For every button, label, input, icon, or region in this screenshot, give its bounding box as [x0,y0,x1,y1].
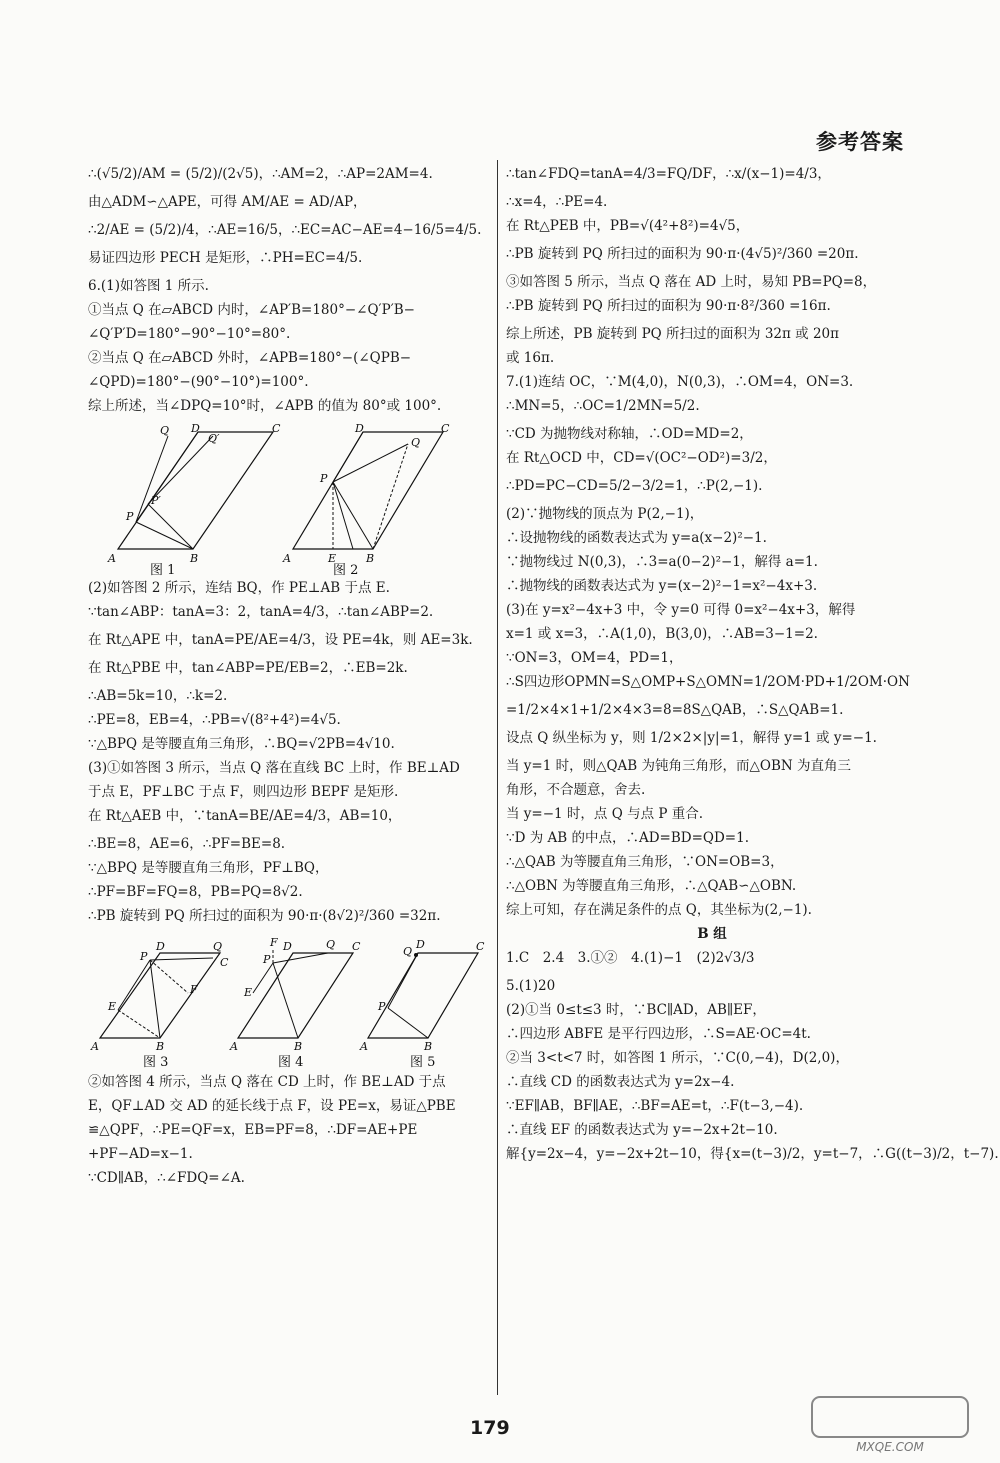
svg-text:C: C [476,940,485,953]
text-line: ②当点 Q 在▱ABCD 外时，∠APB=180°−(∠QPB− [88,350,412,366]
text-line: ∴直线 EF 的函数表达式为 y=−2x+2t−10. [506,1122,778,1138]
text-line: ∵△BPQ 是等腰直角三角形，∴BQ=√2PB=4√10. [88,736,395,752]
text-line: 7.(1)连结 OC，∵M(4,0)，N(0,3)，∴OM=4，ON=3. [506,374,854,390]
svg-text:P: P [320,472,328,485]
figure-4 [228,936,361,1070]
text-line: 由△ADM∽△APE，可得 AM/AE = AD/AP， [88,194,367,210]
text-line: (2)①当 0≤t≤3 时，∵BC∥AD，AB∥EF， [506,1002,766,1018]
text-line: 在 Rt△OCD 中，CD=√(OC²−OD²)=3/2， [506,450,777,466]
text-line: ∴直线 CD 的函数表达式为 y=2x−4. [506,1074,735,1090]
text-line: ∵tan∠ABP：tanA=3：2，tanA=4/3，∴tan∠ABP=2. [88,604,434,620]
svg-text:D: D [355,422,364,435]
right-column [506,166,999,1176]
svg-text:C: C [220,956,229,969]
svg-text:C: C [352,940,361,953]
svg-text:E: E [108,1000,117,1013]
text-line: ∠Q′P′D=180°−90°−10°=80°. [88,326,291,342]
svg-text:Q: Q [213,940,223,953]
text-line: ∴BE=8，AE=6，∴PF=BE=8. [88,836,286,852]
figures-1-2 [88,422,488,578]
text-line: ∴四边形 ABFE 是平行四边形，∴S=AE·OC=4t. [506,1026,811,1042]
text-line: x=1 或 x=3，∴A(1,0)，B(3,0)，∴AB=3−1=2. [506,626,818,642]
svg-text:A: A [283,552,291,565]
svg-text:P: P [263,953,271,966]
text-line: ∴PB 旋转到 PQ 所扫过的面积为 90·π·(8√2)²/360 =32π. [88,908,441,924]
text-line: ∠QPD)=180°−(90°−10°)=100°. [88,374,309,390]
figure-5-caption: 图 5 [410,1055,436,1070]
svg-text:Q: Q [411,436,421,449]
text-line: ∴△OBN 为等腰直角三角形，∴△QAB∽△OBN. [506,878,797,894]
svg-text:A: A [360,1040,368,1053]
svg-text:D: D [416,938,425,951]
text-line: 在 Rt△APE 中，tanA=PE/AE=4/3，设 PE=4k，则 AE=3k. [88,632,473,648]
svg-text:B: B [190,552,199,565]
figure-4-caption: 图 4 [278,1055,304,1070]
svg-text:P: P [126,510,134,523]
text-line: 在 Rt△PEB 中，PB=√(4²+8²)=4√5， [506,218,750,234]
text-line: 1.C 2.4 3.①② 4.(1)−1 (2)2√3/3 [506,950,755,966]
text-line: (2)∵抛物线的顶点为 P(2,−1)， [506,506,704,522]
svg-text:E: E [244,986,253,999]
text-line: ②如答图 4 所示，当点 Q 落在 CD 上时，作 BE⊥AD 于点 [88,1074,446,1090]
text-line: ∵抛物线过 N(0,3)，∴3=a(0−2)²−1，解得 a=1. [506,554,818,570]
text-line: E，QF⊥AD 交 AD 的延长线于点 F，设 PE=x，易证△PBE [88,1098,456,1114]
text-line: 在 Rt△AEB 中，∵tanA=BE/AE=4/3，AB=10， [88,808,402,824]
text-line: ∴x=4，∴PE=4. [506,194,608,210]
svg-text:D: D [156,940,165,953]
svg-text:B: B [424,1040,433,1053]
left-text-block-2 [88,582,488,924]
text-line: ∴抛物线的函数表达式为 y=(x−2)²−1=x²−4x+3. [506,578,818,594]
svg-text:B: B [156,1040,165,1053]
watermark-logo [810,1395,970,1455]
text-line: ∴tan∠FDQ=tanA=4/3=FQ/DF，∴x/(x−1)=4/3， [506,166,831,182]
figure-3-caption: 图 3 [143,1055,169,1070]
text-line: 解{y=2x−4，y=−2x+2t−10，得{x=(t−3)/2，y=t−7，∴G((t−3)/2，t−7). [506,1146,999,1162]
text-line: ∵△BPQ 是等腰直角三角形，PF⊥BQ， [88,860,329,876]
text-line: 综上可知，存在满足条件的点 Q，其坐标为(2,−1). [506,902,812,918]
text-line: (3)在 y=x²−4x+3 中，令 y=0 可得 0=x²−4x+3，解得 [506,602,856,618]
text-line: ≌△QPF，∴PE=QF=x，EB=PF=8，∴DF=AE+PE [88,1122,418,1138]
figure-5 [358,938,488,1068]
text-line: ∴PB 旋转到 PQ 所扫过的面积为 90·π·8²/360 =16π. [506,298,831,314]
right-text-block [506,166,999,1162]
text-line: ③如答图 5 所示，当点 Q 落在 AD 上时，易知 PB=PQ=8， [506,274,877,290]
figure-1-caption: 图 1 [150,563,176,578]
svg-text:Q: Q [326,938,336,951]
text-line: ∴PD=PC−CD=5/2−3/2=1，∴P(2,−1). [506,478,763,494]
svg-text:A: A [91,1040,99,1053]
figures-3-4-5 [88,938,488,1068]
text-line: ∴MN=5，∴OC=1/2MN=5/2. [506,398,700,414]
text-line: +PF−AD=x−1. [88,1146,193,1162]
left-column [88,168,488,1196]
svg-text:P′: P′ [151,494,161,507]
svg-text:C: C [441,422,450,435]
text-line: ∴S四边形OPMN=S△OMP+S△OMN=1/2OM·PD+1/2OM·ON [506,674,910,690]
text-line: 角形，不合题意，舍去. [506,782,646,798]
text-line: 综上所述，PB 旋转到 PQ 所扫过的面积为 32π 或 20π [506,326,840,342]
text-line: ∴设抛物线的函数表达式为 y=a(x−2)²−1. [506,530,767,546]
text-line: =1/2×4×1+1/2×4×3=8=8S△QAB，∴S△QAB=1. [506,702,844,718]
left-text-block-1 [88,168,488,414]
svg-text:Q′: Q′ [208,432,220,445]
text-line: 综上所述，当∠DPQ=10°时，∠APB 的值为 80°或 100°. [88,398,442,414]
text-line: ∵EF∥AB，BF∥AE，∴BF=AE=t，∴F(t−3,−4). [506,1098,804,1114]
svg-text:C: C [272,422,281,435]
svg-text:B: B [366,552,375,565]
text-line: 在 Rt△PBE 中，tan∠ABP=PE/EB=2，∴EB=2k. [88,660,408,676]
figure-1 [88,422,281,578]
text-line: 于点 E，PF⊥BC 于点 F，则四边形 BEPF 是矩形. [88,784,399,800]
text-line: ∵ON=3，OM=4，PD=1， [506,650,683,666]
figure-3 [88,938,228,1068]
text-line: 设点 Q 纵坐标为 y，则 1/2×2×|y|=1，解得 y=1 或 y=−1. [506,730,877,746]
watermark-text: MXQE.COM [856,1440,924,1454]
figure-2-caption: 图 2 [333,563,359,578]
text-line: 当 y=1 时，则△QAB 为钝角三角形，而△OBN 为直角三 [506,758,851,774]
text-line: ∵CD∥AB，∴∠FDQ=∠A. [88,1170,245,1186]
svg-text:F: F [190,983,198,996]
text-line: (3)①如答图 3 所示，当点 Q 落在直线 BC 上时，作 BE⊥AD [88,760,460,776]
page-header-title: 参考答案 [816,130,904,154]
text-line: 6.(1)如答图 1 所示. [88,278,209,294]
text-line: 5.(1)20 [506,978,556,994]
text-line: ∴PF=BF=FQ=8，PB=PQ=8√2. [88,884,303,900]
svg-text:Q: Q [160,424,170,437]
svg-text:Q: Q [403,945,413,958]
text-line: (2)如答图 2 所示，连结 BQ，作 PE⊥AB 于点 E. [88,580,390,596]
text-line: ∴2/AE = (5/2)/4，∴AE=16/5，∴EC=AC−AE=4−16/5=4/5. [88,222,482,238]
svg-text:A: A [108,552,116,565]
text-line: ∴(√5/2)/AM = (5/2)/(2√5)，∴AM=2，∴AP=2AM=4. [88,166,433,182]
figure-2 [278,422,468,578]
text-line: ∴PE=8，EB=4，∴PB=√(8²+4²)=4√5. [88,712,341,728]
left-text-block-3 [88,1076,488,1186]
text-line: ∵D 为 AB 的中点，∴AD=BD=QD=1. [506,830,749,846]
text-line: 当 y=−1 时，点 Q 与点 P 重合. [506,806,704,822]
svg-text:F: F [270,936,278,949]
svg-text:A: A [230,1040,238,1053]
text-line: ∵CD 为抛物线对称轴，∴OD=MD=2， [506,426,753,442]
text-line: ∴PB 旋转到 PQ 所扫过的面积为 90·π·(4√5)²/360 =20π. [506,246,859,262]
svg-text:P: P [378,1000,386,1013]
page-number: 179 [470,1417,510,1439]
text-line: ②当 3<t<7 时，如答图 1 所示，∵C(0,−4)，D(2,0)， [506,1050,849,1066]
svg-text:E: E [328,552,337,565]
svg-text:B: B [294,1040,303,1053]
text-line: 易证四边形 PECH 是矩形，∴PH=EC=4/5. [88,250,363,266]
text-line: ①当点 Q 在▱ABCD 内时，∠AP′B=180°−∠Q′P′B− [88,302,415,318]
text-line: ∴△QAB 为等腰直角三角形，∵ON=OB=3， [506,854,784,870]
text-line: ∴AB=5k=10，∴k=2. [88,688,228,704]
svg-text:D: D [283,940,292,953]
text-line: 或 16π. [506,350,555,366]
column-divider [497,160,498,1395]
svg-text:P: P [140,950,148,963]
svg-text:D: D [191,422,200,435]
text-line: B 组 [697,926,727,942]
